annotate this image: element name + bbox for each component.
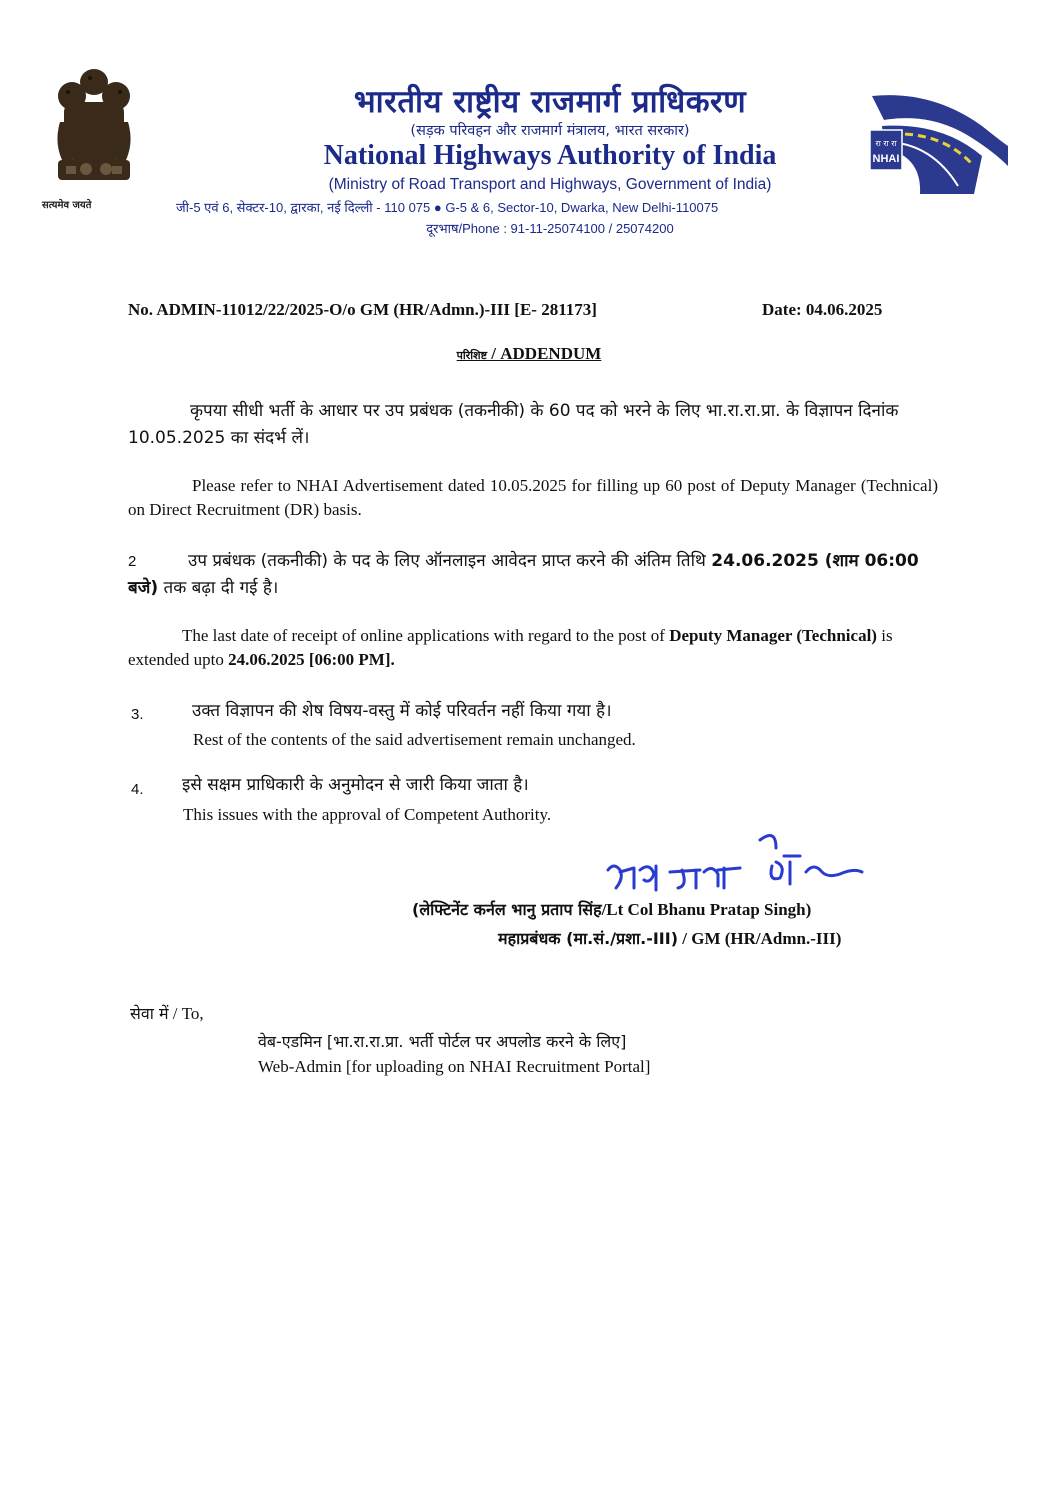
paragraph-2-hindi-deadline: 24.06.2025 (शाम 06:00 बजे) — [128, 551, 919, 598]
paragraph-2-english — [128, 624, 940, 672]
paragraph-2-hindi — [128, 548, 940, 602]
document-date: Date: 04.06.2025 — [762, 300, 883, 319]
recipient-line-english: Web-Admin [for uploading on NHAI Recruitment Portal] — [258, 1057, 651, 1076]
logo-text: NHAI — [872, 153, 900, 165]
recipient-heading — [130, 1002, 204, 1024]
paragraph-1-hindi: कृपया सीधी भर्ती के आधार पर उप प्रबंधक (तकनीकी) के 60 पद को भरने के लिए भा.रा.रा.प्रा. के विज्ञापन दिनांक 10.05.2025 का संदर्भ लें। — [128, 401, 899, 448]
addendum-label-hindi: परिशिष्ट — [456, 349, 488, 362]
signatory-designation — [498, 927, 841, 949]
paragraph-2-number: 2 — [128, 553, 137, 570]
addendum-label-english: / ADDENDUM — [487, 344, 602, 363]
org-subtitle-english: (Ministry of Road Transport and Highways, Government of India) — [328, 176, 772, 193]
addendum-heading — [0, 344, 1058, 364]
paragraph-2-english-text-c: is extended upto — [128, 626, 893, 669]
signatory-name-hindi: (लेफ्टिनेंट कर्नल भानु प्रताप सिंह — [412, 900, 602, 919]
paragraph-2-english-post: Deputy Manager (Technical) — [669, 626, 877, 645]
national-emblem-icon — [46, 62, 142, 210]
org-title-english: National Highways Authority of India — [323, 140, 777, 171]
paragraph-2-hindi-text-c: तक बढ़ा दी गई है। — [158, 578, 279, 598]
signatory-name — [412, 898, 811, 920]
paragraph-4-english: This issues with the approval of Competent Authority. — [183, 805, 552, 824]
org-address: जी-5 एवं 6, सेक्टर-10, द्वारका, नई दिल्ली - 110 075 ● G-5 & 6, Sector-10, Dwarka, New Delhi-110075 — [176, 200, 719, 215]
paragraph-1-english: Please refer to NHAI Advertisement dated 10.05.2025 for filling up 60 post of Deputy Manager (Technical) on Direct Recruitment (DR) basis. — [128, 476, 938, 519]
reference-number: No. ADMIN-11012/22/2025-O/o GM (HR/Admn.)-III [E- 281173] — [128, 300, 597, 319]
paragraph-4-hindi: इसे सक्षम प्राधिकारी के अनुमोदन से जारी किया जाता है। — [182, 775, 529, 795]
recipient-heading-hindi: सेवा में — [130, 1004, 169, 1023]
logo-text-hi: रा रा रा — [875, 139, 897, 148]
paragraph-4-number: 4. — [131, 781, 144, 798]
org-title-hindi: भारतीय राष्ट्रीय राजमार्ग प्राधिकरण — [353, 84, 747, 120]
paragraph-3-number: 3. — [131, 706, 144, 723]
recipient-line-hindi: वेब-एडमिन [भा.रा.रा.प्रा. भर्ती पोर्टल पर अपलोड करने के लिए] — [258, 1032, 627, 1051]
org-phone: दूरभाष/Phone : 91-11-25074100 / 25074200 — [426, 221, 674, 236]
paragraph-2-english-deadline: 24.06.2025 [06:00 PM]. — [228, 650, 395, 669]
paragraph-3-english: Rest of the contents of the said advertisement remain unchanged. — [193, 730, 636, 749]
paragraph-3-hindi: उक्त विज्ञापन की शेष विषय-वस्तु में कोई परिवर्तन नहीं किया गया है। — [192, 701, 612, 721]
org-subtitle-hindi: (सड़क परिवहन और राजमार्ग मंत्रालय, भारत सरकार) — [410, 123, 690, 139]
signatory-name-english: /Lt Col Bhanu Pratap Singh) — [601, 900, 812, 919]
handwritten-signature — [600, 826, 870, 906]
emblem-motto: सत्यमेव जयते — [42, 200, 92, 211]
paragraph-2-hindi-text-a: उप प्रबंधक (तकनीकी) के पद के लिए ऑनलाइन आवेदन प्राप्त करने की अंतिम तिथि — [188, 551, 712, 571]
signatory-designation-english: / GM (HR/Admn.-III) — [678, 929, 842, 948]
paragraph-2-english-text-a: The last date of receipt of online applications with regard to the post of — [182, 626, 670, 645]
recipient-heading-english: / To, — [168, 1004, 204, 1023]
signatory-designation-hindi: महाप्रबंधक (मा.सं./प्रशा.-III) — [498, 929, 679, 948]
